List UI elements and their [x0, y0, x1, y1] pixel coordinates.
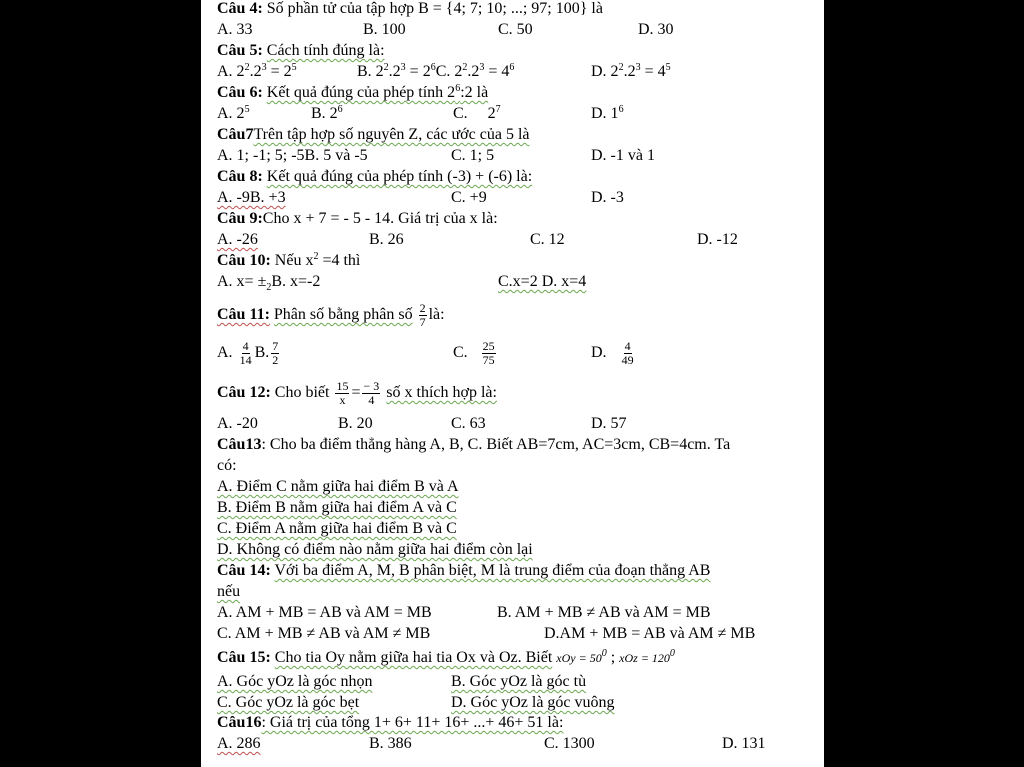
- option-d: D. $2^2.2^3 = 4^5$: [591, 62, 671, 80]
- angle-xoz: xOz = $120^0$: [619, 648, 675, 665]
- exam-sheet: [201, 0, 824, 767]
- question-5: [217, 42, 385, 60]
- question-label: Câu7: [217, 126, 254, 143]
- option-c: C. 63: [451, 415, 486, 432]
- option-c: C. 1300: [544, 735, 595, 752]
- option-b: B. AM + MB ≠ AB và AM = MB: [497, 604, 711, 621]
- option-c: C. Điểm A nằm giữa hai điểm B và C: [217, 520, 457, 537]
- question-text: : Giá trị của tổng 1+ 6+ 11+ 16+ ...+ 46+ 51 là:: [261, 714, 564, 731]
- option-d: D. Góc yOz là góc vuông: [451, 694, 615, 711]
- question-12: Câu 12: Cho biết $\frac{15}{x}$ = $\frac{- 3}{4}$ số x thích hợp là:: [217, 378, 497, 407]
- question-label: Câu16: [217, 714, 262, 731]
- option-b: B. 26: [369, 231, 404, 248]
- option-a: A. Góc yOz là góc nhọn: [217, 673, 373, 690]
- option-a: A. AM + MB = AB và AM = MB: [217, 604, 432, 621]
- option-d: D. -1 và 1: [591, 147, 655, 164]
- question-11: [217, 298, 445, 332]
- option-d: D.AM + MB = AB và AM ≠ MB: [544, 625, 756, 642]
- question-13: [217, 436, 730, 454]
- angle-xoy: xOy = $50^0$: [556, 648, 607, 665]
- option-a-b: A. $\frac{4}{14}$ B. $\frac{7}{2}$: [217, 338, 279, 367]
- option-d: D. 30: [638, 21, 674, 38]
- option-c: C. $2^7$: [453, 104, 501, 122]
- option-b: B. Góc yOz là góc tù: [451, 673, 587, 690]
- option-a: A. $2^5$: [217, 104, 250, 122]
- question-text: Cho x + 7 = - 5 - 14. Giá trị của x là:: [262, 210, 498, 227]
- option-a: A. -20: [217, 415, 258, 432]
- question-15: Câu 15: Cho tia Oy nằm giữa hai tia Ox và Oz. Biết xOy = $50^0$ ; xOz = $120^0$: [217, 648, 675, 666]
- question-text: Nếu $x^2 =4$ thì: [274, 251, 361, 269]
- question-16: [217, 714, 563, 732]
- question-label: Câu 10:: [217, 252, 271, 269]
- option-d: D. 131: [722, 735, 766, 752]
- option-d: D. Không có điểm nào nằm giữa hai điểm còn lại: [217, 541, 533, 558]
- question-6: [217, 84, 488, 102]
- option-d: D. -12: [697, 231, 738, 248]
- option-b: B. 20: [338, 415, 373, 432]
- option-b: B. Điểm B nằm giữa hai điểm A và C: [217, 499, 457, 516]
- question-text: Phân số bằng phân số: [273, 306, 413, 323]
- question-text-end: là:: [428, 306, 445, 323]
- question-text: Với ba điểm A, M, B phân biệt, M là trung điểm của đoạn thẳng AB: [274, 562, 711, 579]
- option-c: C. 50: [498, 21, 533, 38]
- question-label: Câu 15:: [217, 649, 271, 666]
- question-text: : Cho ba điểm thẳng hàng A, B, C. Biết AB=7cm, AC=3cm, CB=4cm. Ta: [261, 436, 731, 453]
- question-label: Câu 11:: [217, 306, 270, 323]
- question-label: Câu 9:: [217, 210, 263, 227]
- question-label: Câu 12:: [217, 384, 271, 401]
- option-a: A. -26: [217, 231, 258, 248]
- option-c: C. $\frac{25}{75}$: [453, 338, 495, 367]
- question-label: Câu 4:: [217, 0, 263, 17]
- question-text: Cách tính đúng là:: [266, 42, 385, 59]
- option-a-b: A. -9B. +3: [217, 189, 286, 206]
- question-text: Kết quả đúng của phép tính $2^6:2$ là: [266, 83, 489, 101]
- question-9: [217, 210, 498, 228]
- question-4: [217, 0, 603, 18]
- option-c: C. +9: [451, 189, 487, 206]
- question-label: Câu 6:: [217, 84, 263, 101]
- option-c: C. AM + MB ≠ AB và AM ≠ MB: [217, 625, 431, 642]
- option-c: C. 12: [530, 231, 565, 248]
- option-d: D. $\frac{4}{49}$: [591, 338, 634, 367]
- option-d: D. -3: [591, 189, 624, 206]
- option-d: D. $1^6$: [591, 104, 624, 122]
- option-a-b: A. $x= \pm_2B$. x=-2: [217, 273, 321, 294]
- question-label: Câu 8:: [217, 168, 263, 185]
- question-text: Cho biết: [274, 384, 330, 401]
- question-label: Câu 5:: [217, 42, 263, 59]
- option-c-d: C.x=2 D. x=4: [498, 273, 587, 290]
- question-label: Câu 14:: [217, 562, 271, 579]
- option-b: B. $2^6$: [311, 104, 343, 122]
- question-14: [217, 562, 710, 580]
- option-d: D. 57: [591, 415, 627, 432]
- option-b: B. 100: [363, 21, 406, 38]
- option-a: A. Điểm C nằm giữa hai điểm B và A: [217, 478, 459, 495]
- question-label: Câu13: [217, 436, 262, 453]
- option-a-b: A. 1; -1; 5; -5B. 5 và -5: [217, 147, 368, 164]
- question-7: [217, 126, 530, 144]
- question-text-end: số x thích hợp là:: [386, 384, 497, 401]
- question-text: Kết quả đúng của phép tính (-3) + (-6) là:: [266, 168, 533, 185]
- question-10: [217, 252, 360, 270]
- option-a: A. $2^2.2^3 = 2^5$: [217, 62, 297, 80]
- fraction-2-7: $\frac{2}{7}$: [419, 300, 426, 329]
- option-b-c: B. $2^2.2^3 = 2^6C$. $2^2.2^3 = 4^6$: [357, 62, 515, 80]
- option-c: C. Góc yOz là góc bẹt: [217, 694, 360, 711]
- question-8: [217, 168, 532, 186]
- question-14-cont: nếu: [217, 583, 241, 600]
- question-text: Số phần tử của tập hợp B = {4; 7; 10; ...; 97; 100} là: [266, 0, 603, 17]
- option-b: B. 386: [369, 735, 412, 752]
- question-text: Trên tập hợp số nguyên Z, các ước của 5 là: [253, 126, 530, 143]
- option-a: A. 286: [217, 735, 261, 752]
- question-text: Cho tia Oy nằm giữa hai tia Ox và Oz. Biết: [274, 649, 553, 666]
- question-13-cont: có:: [217, 457, 237, 474]
- option-c: C. 1; 5: [451, 147, 495, 164]
- option-a: A. 33: [217, 21, 253, 38]
